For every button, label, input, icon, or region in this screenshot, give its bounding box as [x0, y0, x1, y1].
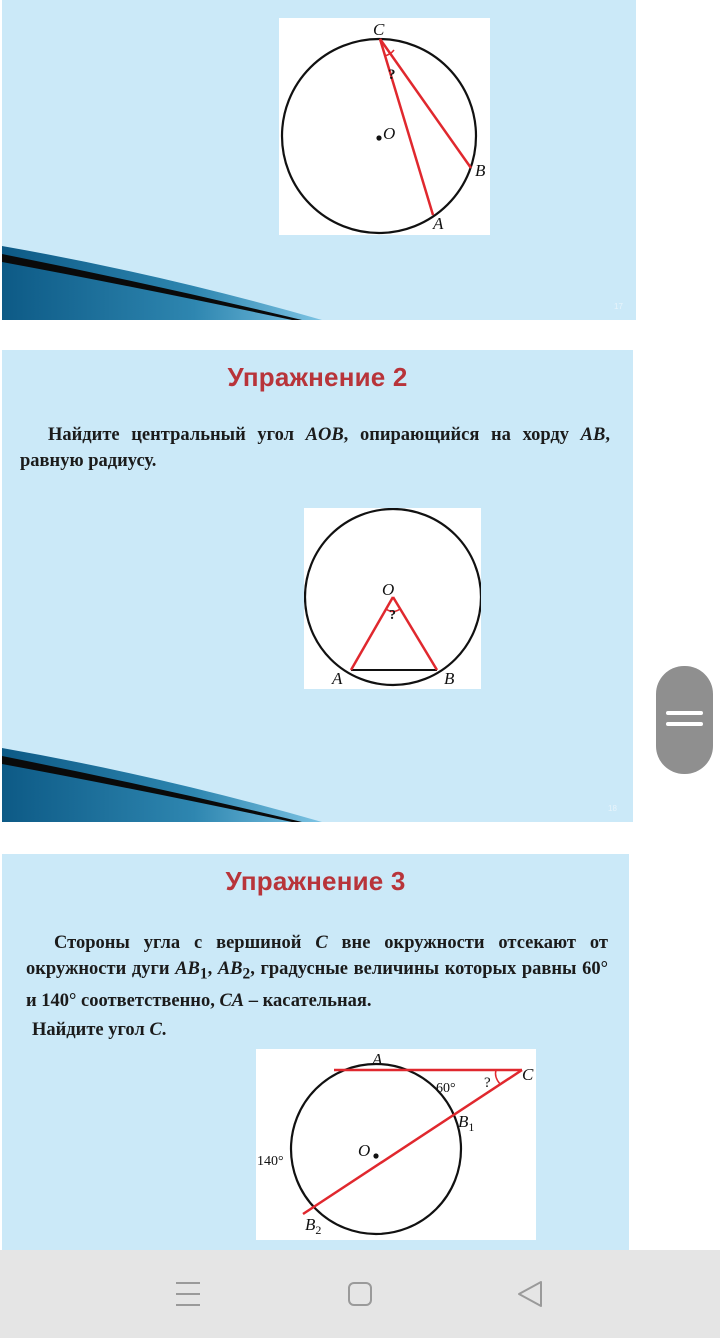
square-home-icon: [340, 1276, 380, 1312]
radius-ob: [393, 597, 437, 670]
slide-title: Упражнение 3: [225, 866, 406, 896]
recent-apps-button[interactable]: [168, 1276, 208, 1312]
exercise-text: Найдите центральный угол AOB, опирающийся на хорду AB, равную радиусу.: [20, 425, 610, 471]
label-a: A: [433, 214, 444, 233]
exercise-text: Стороны угла с вершиной C вне окружности отсекают от окружности дуги $AB_1$, $AB_2$, градусные величины которых равны 60° и 140° соответственно, CA – касательная.: [26, 933, 608, 1011]
radius-oa: [351, 597, 393, 670]
slide-decor-swoosh: [2, 742, 633, 822]
label-o: O: [358, 1141, 371, 1160]
label-c: C: [373, 20, 385, 39]
inscribed-angle-diagram: [279, 18, 490, 235]
label-a: A: [372, 1050, 383, 1069]
label-o: O: [383, 124, 396, 143]
center-point: [373, 1153, 378, 1158]
label-c: C: [522, 1065, 534, 1084]
arc-60-label: 60°: [436, 1081, 456, 1096]
slide-17: [2, 0, 636, 320]
secant-cb2: [303, 1070, 522, 1214]
question-text: Найдите угол C.: [32, 1020, 167, 1040]
angle-question: ?: [389, 608, 396, 623]
fast-scroll-handle[interactable]: [656, 666, 713, 774]
label-b: B: [444, 669, 455, 688]
label-b1: $B_1$: [458, 1112, 475, 1134]
slide-exercise-2: [2, 350, 633, 822]
menu-lines-icon: [168, 1276, 208, 1312]
slide-exercise-3: [2, 854, 629, 1250]
label-b2: $B_2$: [305, 1215, 322, 1237]
center-point: [376, 135, 381, 140]
angle-question: ?: [388, 67, 396, 83]
page-number: 18: [608, 804, 617, 813]
chord-cb: [380, 39, 471, 168]
label-o: O: [382, 580, 395, 599]
grip-lines-icon-bottom: [666, 722, 703, 726]
arc-140-label: 140°: [257, 1154, 284, 1169]
slide-title: Упражнение 2: [227, 362, 408, 392]
page-number: 17: [614, 302, 623, 311]
secant-tangent-diagram: [256, 1049, 536, 1240]
triangle-back-icon: [510, 1276, 550, 1312]
slide-decor-swoosh: [2, 240, 636, 320]
grip-lines-icon: [666, 711, 703, 715]
system-navigation-bar: [0, 1250, 720, 1338]
central-angle-diagram: [304, 508, 481, 689]
label-b: B: [475, 161, 486, 180]
label-a: A: [332, 669, 343, 688]
back-button[interactable]: [510, 1276, 550, 1312]
home-button[interactable]: [340, 1276, 380, 1312]
angle-question: ?: [484, 1075, 491, 1091]
